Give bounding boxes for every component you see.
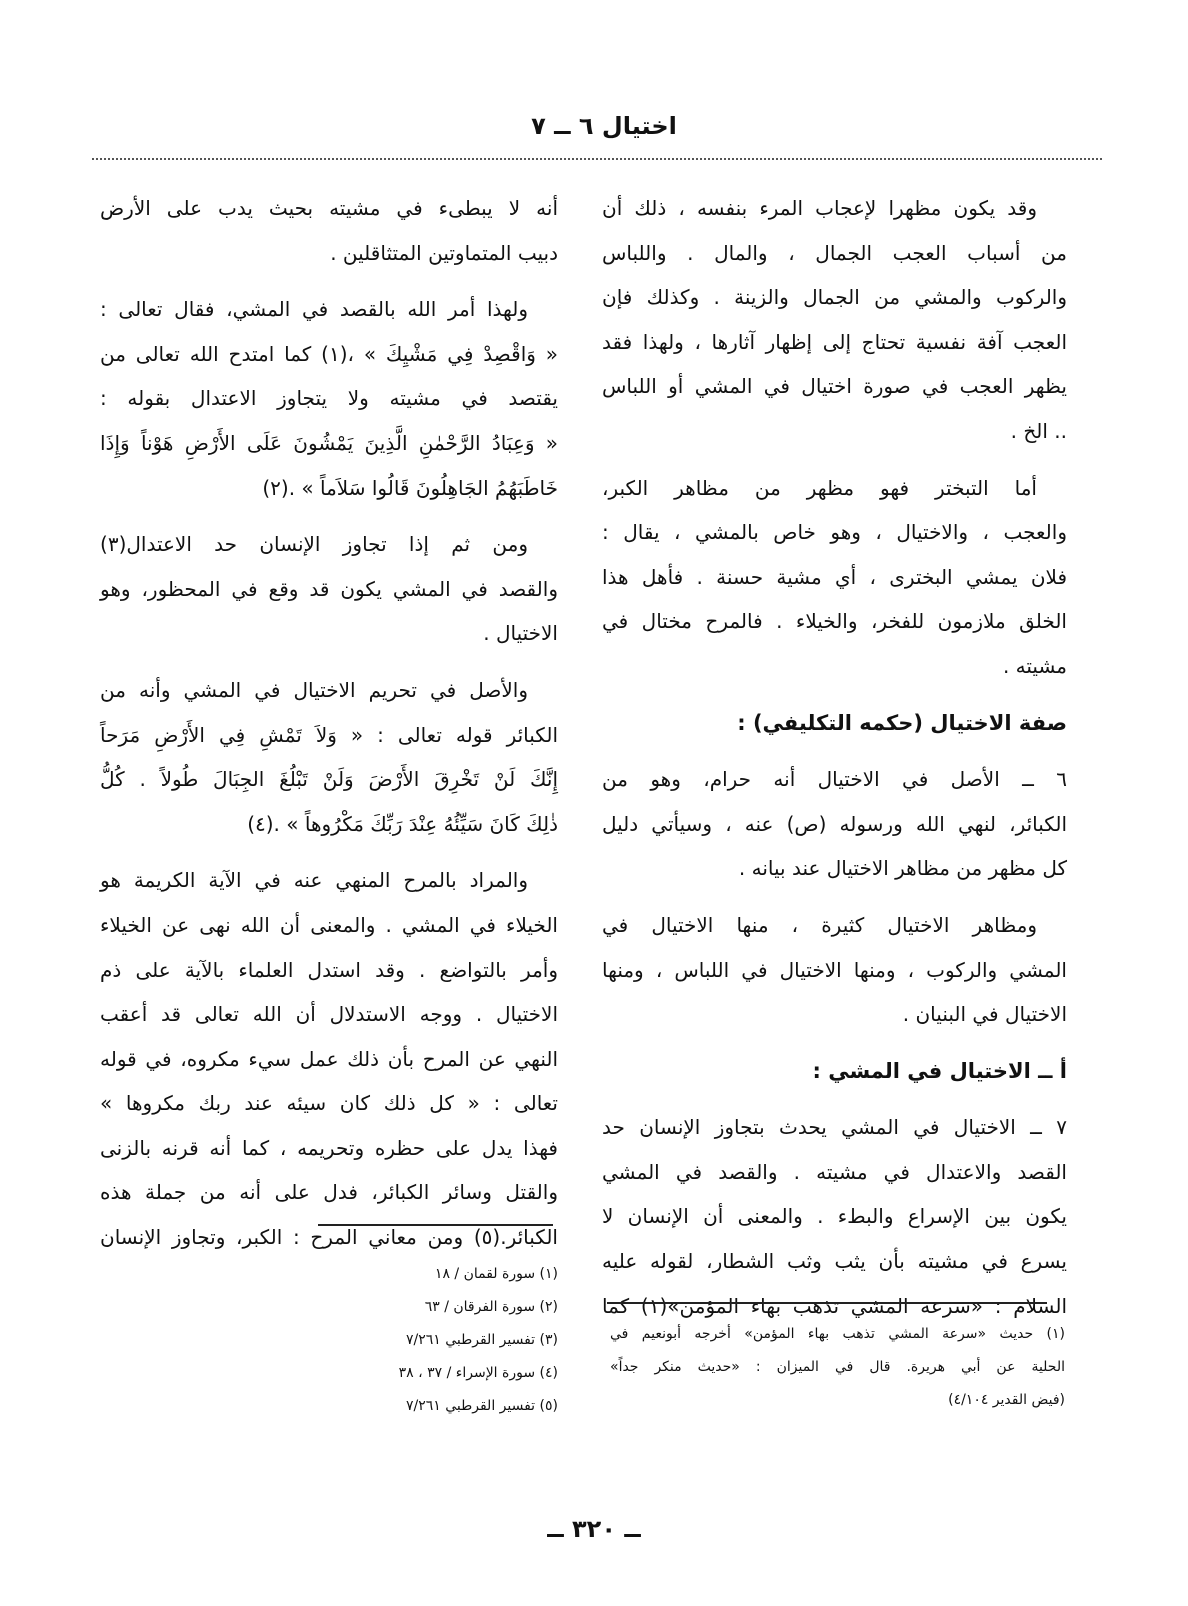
- text-line: إِنَّكَ لَنْ تَخْرِقَ الأَرْضَ وَلَنْ تَبْلُغَ الجِبَالَ طُولاً . كُلُّ: [100, 767, 558, 792]
- text-line: والأصل في تحريم الاختيال في المشي وأنه من: [100, 677, 528, 702]
- text-line: دبيب المتماوتين المتثاقلين .: [330, 240, 558, 265]
- text-line: وأمر بالتواضع . وقد استدل العلماء بالآية على ذم: [100, 957, 558, 982]
- header-dotted-rule: [92, 158, 1102, 160]
- text-line: صفة الاختيال (حكمه التكليفي) :: [737, 710, 1067, 735]
- footnote: (٣) تفسير القرطبي ٧/٢٦١: [405, 1332, 558, 1348]
- text-line: تعالى : « كل ذلك كان سيئه عند ربك مكروها »: [100, 1091, 558, 1116]
- text-line: وقد يكون مظهرا لإعجاب المرء بنفسه ، ذلك أن: [602, 196, 1037, 220]
- paragraph: [100, 186, 558, 275]
- text-line: يقتصد في مشيته ولا يتجاوز الاعتدال بقوله :: [100, 386, 558, 411]
- text-line: الكبائر.(٥) ومن معاني المرح : الكبر، وتجاوز الإنسان: [100, 1225, 558, 1250]
- paragraph: [100, 522, 558, 656]
- text-line: كل مظهر من مظاهر الاختيال عند بيانه .: [738, 856, 1067, 881]
- footnote: (٥) تفسير القرطبي ٧/٢٦١: [405, 1398, 558, 1414]
- footnote-rule-right: [607, 1302, 1047, 1304]
- text-line: السلام : «سرعة المشي تذهب بهاء المؤمن»(١) كما: [602, 1293, 1067, 1318]
- footnote: (٢) سورة الفرقان / ٦٣: [424, 1299, 558, 1315]
- text-line: والقتل وسائر الكبائر، فدل على أنه من جملة هذه: [100, 1180, 558, 1205]
- footnote: (٤) سورة الإسراء / ٣٧ ، ٣٨: [398, 1365, 558, 1381]
- text-line: أ ــ الاختيال في المشي :: [812, 1058, 1067, 1083]
- footnotes-right: [610, 1318, 1065, 1417]
- footnote: (١) حديث «سرعة المشي تذهب بهاء المؤمن» أخرجه أبونعيم في: [610, 1326, 1065, 1342]
- paragraph: [100, 858, 558, 1259]
- paragraph: [602, 903, 1067, 1037]
- footnote: الحلية عن أبي هريرة. قال في الميزان : «حديث منكر جداً»: [610, 1359, 1065, 1375]
- paragraph: [602, 1105, 1067, 1328]
- text-line: .. الخ .: [1010, 418, 1067, 443]
- text-line: الاختيال .: [483, 621, 558, 646]
- text-line: ٦ ــ الأصل في الاختيال أنه حرام، وهو من: [602, 767, 1067, 792]
- text-line: فهذا يدل على حظره وتحريمه ، كما أنه قرنه بالزنى: [100, 1135, 558, 1160]
- text-line: والركوب والمشي من الجمال والزينة . وكذلك فإن: [602, 285, 1067, 310]
- running-header-title: اختيال ٦ ــ ٧: [531, 112, 677, 140]
- text-line: والقصد في المشي يكون قد وقع في المحظور، وهو: [100, 576, 558, 601]
- text-line: الخيلاء في المشي . والمعنى أن الله نهى عن الخيلاء: [100, 912, 558, 937]
- text-line: خَاطَبَهُمُ الجَاهِلُونَ قَالُوا سَلاَماً » .(٢): [262, 475, 558, 500]
- text-line: أنه لا يبطىء في مشيته بحيث يدب على الأرض: [100, 196, 558, 220]
- section-heading: [602, 701, 1067, 746]
- text-line: الخلق ملازمون للفخر، والخيلاء . فالمرح مختال في: [602, 609, 1067, 634]
- text-line: يسرع في مشيته بأن يثب وثب الشطار، لقوله عليه: [602, 1249, 1067, 1274]
- text-line: والمراد بالمرح المنهي عنه في الآية الكريمة هو: [100, 868, 528, 893]
- paragraph: [100, 287, 558, 510]
- footnote: (فيض القدير ٤/١٠٤): [948, 1392, 1065, 1408]
- text-line: العجب آفة نفسية تحتاج إلى إظهار آثارها ، ولهذا فقد: [602, 329, 1067, 354]
- footnotes-left: [300, 1258, 558, 1423]
- page-number: ــ ٣٢٠ ــ: [547, 1515, 641, 1543]
- text-line: ولهذا أمر الله بالقصد في المشي، فقال تعالى :: [100, 297, 528, 322]
- text-line: يظهر العجب في صورة اختيال في المشي أو اللباس: [602, 374, 1067, 399]
- paragraph: [602, 466, 1067, 689]
- text-line: النهي عن المرح بأن ذلك عمل سيء مكروه، في قوله: [100, 1046, 558, 1071]
- text-line: الاختيال . ووجه الاستدلال أن الله تعالى قد أعقب: [100, 1002, 558, 1027]
- footnote-rule-left: [318, 1224, 553, 1226]
- text-line: المشي والركوب ، ومنها الاختيال في اللباس ، ومنها: [602, 957, 1067, 982]
- text-line: من أسباب العجب الجمال ، والمال . واللباس: [602, 240, 1067, 265]
- text-line: فلان يمشي البخترى ، أي مشية حسنة . فأهل هذا: [602, 564, 1067, 589]
- text-line: مشيته .: [1002, 653, 1067, 678]
- paragraph: [100, 668, 558, 846]
- text-line: يكون بين الإسراع والبطء . والمعنى أن الإنسان لا: [602, 1204, 1067, 1229]
- text-line: ومن ثم إذا تجاوز الإنسان حد الاعتدال(٣): [100, 532, 528, 557]
- left-column: [100, 186, 558, 1260]
- text-line: ذٰلِكَ كَانَ سَيِّئُهُ عِنْدَ رَبِّكَ مَكْرُوهاً » .(٤): [247, 811, 558, 836]
- text-line: « وَعِبَادُ الرَّحْمٰنِ الَّذِينَ يَمْشُونَ عَلَى الأَرْضِ هَوْناً وَإِذَا: [100, 430, 558, 455]
- text-line: « وَاقْصِدْ فِي مَشْيِكَ » ،(١) كما امتدح الله تعالى من: [100, 341, 559, 366]
- paragraph: [602, 757, 1067, 891]
- text-line: الكبائر، لنهي الله ورسوله (ص) عنه ، وسيأتي دليل: [602, 811, 1067, 836]
- running-header: [0, 112, 1188, 140]
- section-heading: [602, 1049, 1067, 1094]
- footnote: (١) سورة لقمان / ١٨: [434, 1266, 558, 1282]
- text-line: ٧ ــ الاختيال في المشي يحدث بتجاوز الإنسان حد: [602, 1115, 1067, 1140]
- text-line: والعجب ، والاختيال ، وهو خاص بالمشي ، يقال :: [602, 520, 1067, 545]
- text-line: الكبائر قوله تعالى : « وَلاَ تَمْشِ فِي الأَرْضِ مَرَحاً: [100, 722, 558, 747]
- paragraph: [602, 186, 1067, 454]
- text-line: القصد والاعتدال في مشيته . والقصد في المشي: [602, 1159, 1067, 1184]
- text-line: أما التبختر فهو مظهر من مظاهر الكبر،: [602, 475, 1037, 500]
- right-column: [602, 186, 1067, 1328]
- text-line: الاختيال في البنيان .: [902, 1002, 1067, 1027]
- text-line: ومظاهر الاختيال كثيرة ، منها الاختيال في: [602, 912, 1037, 937]
